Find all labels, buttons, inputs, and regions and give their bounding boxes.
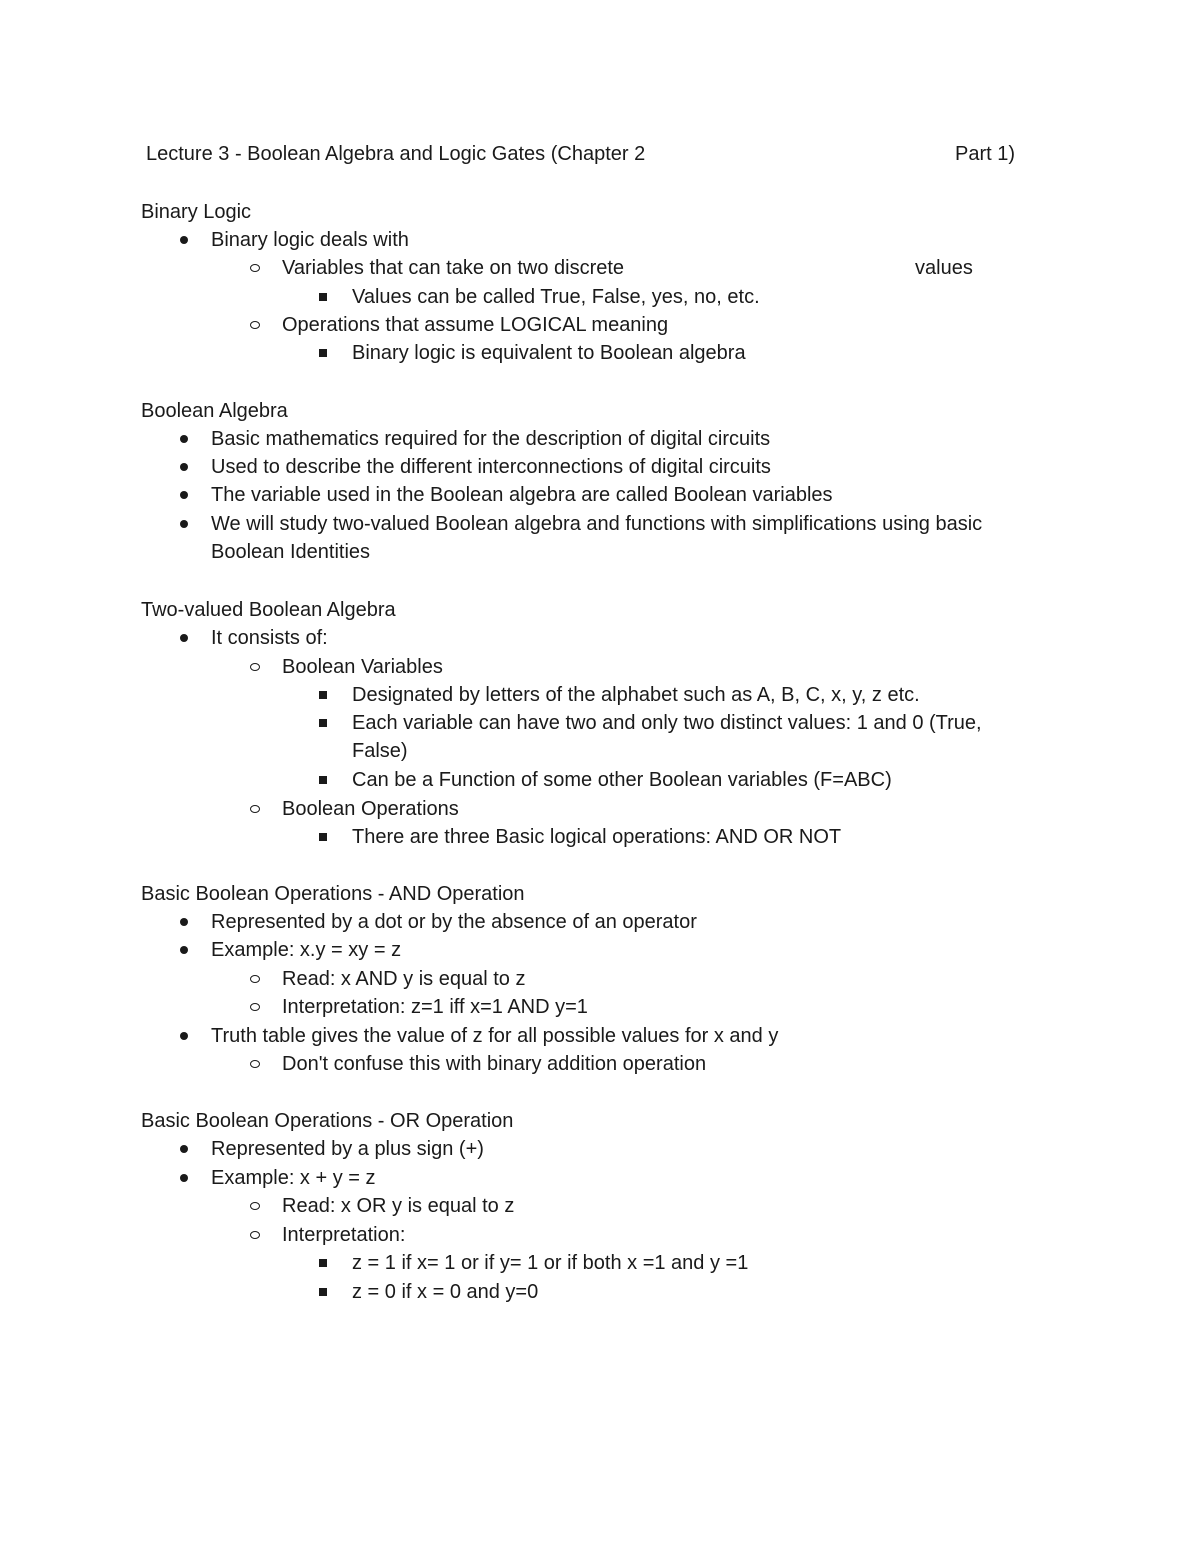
bullet-square-icon <box>319 776 327 784</box>
section-heading-binary-logic: Binary Logic <box>141 201 252 223</box>
list-item: Represented by a plus sign (+) <box>211 1138 484 1160</box>
page-title-part: Part 1) <box>955 143 1016 165</box>
list-item: Each variable can have two and only two distinct values: 1 and 0 (True, <box>352 712 982 734</box>
list-item: Don't confuse this with binary addition operation <box>282 1053 707 1075</box>
bullet-dot-icon <box>180 1145 188 1153</box>
bullet-square-icon <box>319 833 327 841</box>
list-item: Boolean Operations <box>282 798 459 820</box>
list-item: Can be a Function of some other Boolean variables (F=ABC) <box>352 769 892 791</box>
bullet-ring-icon <box>250 321 260 329</box>
list-item: Read: x OR y is equal to z <box>282 1195 515 1217</box>
bullet-dot-icon <box>180 1032 188 1040</box>
list-item: Designated by letters of the alphabet such as A, B, C, x, y, z etc. <box>352 684 920 706</box>
bullet-square-icon <box>319 293 327 301</box>
bullet-square-icon <box>319 1259 327 1267</box>
bullet-ring-icon <box>250 805 260 813</box>
section-heading-two-valued: Two-valued Boolean Algebra <box>141 599 396 621</box>
section-heading-boolean-algebra: Boolean Algebra <box>141 400 288 422</box>
bullet-square-icon <box>319 349 327 357</box>
list-item: The variable used in the Boolean algebra are called Boolean variables <box>211 484 833 506</box>
list-item: Example: x + y = z <box>211 1167 376 1189</box>
list-item: Truth table gives the value of z for all possible values for x and y <box>211 1025 779 1047</box>
list-item: Values can be called True, False, yes, no, etc. <box>352 286 760 308</box>
bullet-dot-icon <box>180 634 188 642</box>
list-item: Interpretation: z=1 iff x=1 AND y=1 <box>282 996 588 1018</box>
list-item: It consists of: <box>211 627 328 649</box>
list-item: There are three Basic logical operations: AND OR NOT <box>352 826 842 848</box>
list-item: Binary logic is equivalent to Boolean algebra <box>352 342 746 364</box>
list-item: Represented by a dot or by the absence of an operator <box>211 911 697 933</box>
bullet-ring-icon <box>250 1060 260 1068</box>
bullet-dot-icon <box>180 1174 188 1182</box>
list-item-continuation: Boolean Identities <box>211 541 371 563</box>
bullet-dot-icon <box>180 491 188 499</box>
list-item: Binary logic deals with <box>211 229 409 251</box>
list-item: z = 0 if x = 0 and y=0 <box>352 1281 539 1303</box>
bullet-dot-icon <box>180 236 188 244</box>
bullet-dot-icon <box>180 463 188 471</box>
bullet-dot-icon <box>180 946 188 954</box>
page-title: Lecture 3 - Boolean Algebra and Logic Gates (Chapter 2 <box>146 143 646 165</box>
list-item: Read: x AND y is equal to z <box>282 968 526 990</box>
bullet-ring-icon <box>250 264 260 272</box>
list-item: Operations that assume LOGICAL meaning <box>282 314 669 336</box>
bullet-dot-icon <box>180 435 188 443</box>
bullet-dot-icon <box>180 918 188 926</box>
bullet-square-icon <box>319 691 327 699</box>
list-item: Variables that can take on two discrete <box>282 257 625 279</box>
list-item: Interpretation: <box>282 1224 406 1246</box>
list-item-continuation: False) <box>352 740 408 762</box>
list-item: Basic mathematics required for the description of digital circuits <box>211 428 771 450</box>
list-item-continuation: values <box>915 257 973 279</box>
list-item: Example: x.y = xy = z <box>211 939 402 961</box>
section-heading-and-operation: Basic Boolean Operations - AND Operation <box>141 883 525 905</box>
list-item: Used to describe the different interconnections of digital circuits <box>211 456 771 478</box>
bullet-ring-icon <box>250 1202 260 1210</box>
bullet-dot-icon <box>180 520 188 528</box>
list-item: z = 1 if x= 1 or if y= 1 or if both x =1 and y =1 <box>352 1252 749 1274</box>
bullet-square-icon <box>319 719 327 727</box>
bullet-square-icon <box>319 1288 327 1296</box>
bullet-ring-icon <box>250 975 260 983</box>
bullet-ring-icon <box>250 663 260 671</box>
list-item: We will study two-valued Boolean algebra and functions with simplifications using basic <box>211 513 983 535</box>
bullet-ring-icon <box>250 1231 260 1239</box>
list-item: Boolean Variables <box>282 656 443 678</box>
bullet-ring-icon <box>250 1003 260 1011</box>
section-heading-or-operation: Basic Boolean Operations - OR Operation <box>141 1110 514 1132</box>
